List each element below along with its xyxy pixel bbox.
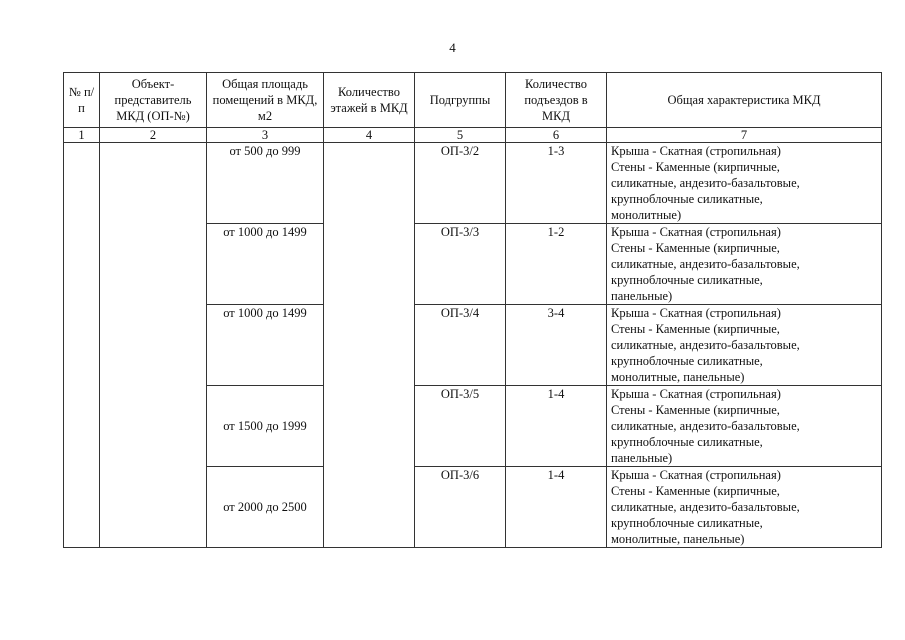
- characteristic-line: силикатные, андезито-базальтовые,: [611, 176, 800, 190]
- characteristic-line: силикатные, андезито-базальтовые,: [611, 500, 800, 514]
- area-cell: от 1000 до 1499: [207, 224, 324, 305]
- characteristic-line: силикатные, андезито-базальтовые,: [611, 419, 800, 433]
- header-object: Объект-представитель МКД (ОП-№): [100, 73, 207, 128]
- characteristic-line: силикатные, андезито-базальтовые,: [611, 338, 800, 352]
- characteristic-line: крупноблочные силикатные,: [611, 273, 763, 287]
- characteristic-line: силикатные, андезито-базальтовые,: [611, 257, 800, 271]
- object-cell: [100, 143, 207, 548]
- column-number-row: [64, 128, 882, 143]
- entrances-cell: 1-3: [506, 143, 607, 224]
- characteristic-line: монолитные, панельные): [611, 532, 745, 546]
- entrances-cell: 3-4: [506, 305, 607, 386]
- entrances-cell: 1-4: [506, 467, 607, 548]
- characteristic-line: крупноблочные силикатные,: [611, 354, 763, 368]
- characteristic-line: Крыша - Скатная (стропильная): [611, 468, 781, 482]
- characteristic-cell: [607, 224, 882, 305]
- characteristic-line: крупноблочные силикатные,: [611, 192, 763, 206]
- subgroup-cell: ОП-3/5: [415, 386, 506, 467]
- column-number: 6: [506, 128, 607, 143]
- column-number: 1: [64, 128, 100, 143]
- header-row: [64, 73, 882, 128]
- characteristic-line: Крыша - Скатная (стропильная): [611, 387, 781, 401]
- characteristic-line: Стены - Каменные (кирпичные,: [611, 160, 780, 174]
- header-subgroups: Подгруппы: [415, 73, 506, 128]
- characteristic-line: крупноблочные силикатные,: [611, 435, 763, 449]
- area-cell: от 1000 до 1499: [207, 305, 324, 386]
- characteristic-line: Крыша - Скатная (стропильная): [611, 225, 781, 239]
- header-entrances: Количество подъездов в МКД: [506, 73, 607, 128]
- entrances-cell: 1-4: [506, 386, 607, 467]
- header-floors: Количество этажей в МКД: [324, 73, 415, 128]
- area-cell: от 500 до 999: [207, 143, 324, 224]
- floors-cell: [324, 143, 415, 548]
- column-number: 4: [324, 128, 415, 143]
- characteristic-cell: [607, 305, 882, 386]
- characteristic-line: панельные): [611, 289, 673, 303]
- column-number: 7: [607, 128, 882, 143]
- characteristic-line: Крыша - Скатная (стропильная): [611, 306, 781, 320]
- characteristic-line: Стены - Каменные (кирпичные,: [611, 322, 780, 336]
- page-number: 4: [449, 40, 456, 55]
- header-index: № п/п: [64, 73, 100, 128]
- index-cell: [64, 143, 100, 548]
- characteristic-line: Стены - Каменные (кирпичные,: [611, 403, 780, 417]
- characteristic-line: Стены - Каменные (кирпичные,: [611, 241, 780, 255]
- characteristic-cell: [607, 386, 882, 467]
- subgroup-cell: ОП-3/6: [415, 467, 506, 548]
- subgroup-cell: ОП-3/4: [415, 305, 506, 386]
- area-cell: от 1500 до 1999: [207, 386, 324, 467]
- entrances-cell: 1-2: [506, 224, 607, 305]
- column-number: 3: [207, 128, 324, 143]
- characteristic-line: монолитные): [611, 208, 682, 222]
- header-characteristic: Общая характеристика МКД: [607, 73, 882, 128]
- characteristic-line: монолитные, панельные): [611, 370, 745, 384]
- area-cell: от 2000 до 2500: [207, 467, 324, 548]
- characteristic-cell: [607, 467, 882, 548]
- subgroup-cell: ОП-3/3: [415, 224, 506, 305]
- header-area: Общая площадь помещений в МКД, м2: [207, 73, 324, 128]
- characteristic-line: Стены - Каменные (кирпичные,: [611, 484, 780, 498]
- column-number: 5: [415, 128, 506, 143]
- characteristic-line: панельные): [611, 451, 673, 465]
- table-row: [64, 143, 882, 224]
- subgroup-cell: ОП-3/2: [415, 143, 506, 224]
- characteristic-line: крупноблочные силикатные,: [611, 516, 763, 530]
- characteristic-line: Крыша - Скатная (стропильная): [611, 144, 781, 158]
- characteristic-cell: [607, 143, 882, 224]
- column-number: 2: [100, 128, 207, 143]
- mkd-table: [63, 72, 882, 548]
